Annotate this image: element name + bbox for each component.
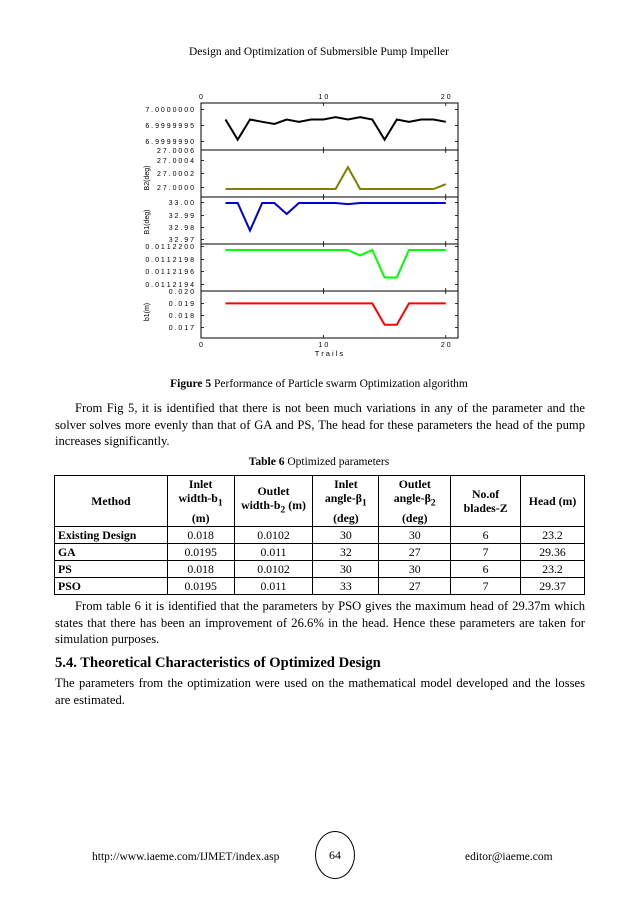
- table-cell: 30: [379, 527, 451, 544]
- y-tick-label: 0 . 0 1 1 2 1 9 6: [145, 269, 194, 276]
- table-cell: 30: [379, 561, 451, 578]
- table-cell: 6: [451, 561, 521, 578]
- table-cell: 7: [451, 578, 521, 595]
- col-method: Method: [55, 476, 168, 527]
- figure-caption: [0, 378, 638, 390]
- table-cell: Existing Design: [55, 527, 168, 544]
- table-caption: [0, 456, 638, 468]
- series-line-panel-3: [226, 203, 446, 231]
- table-cell: 29.36: [521, 544, 585, 561]
- table-row: [55, 578, 585, 595]
- col-inlet-angle: Inlet angle-$\beta_1$ (deg): [313, 476, 379, 527]
- table-cell: 0.0195: [167, 578, 234, 595]
- table-cell: 30: [313, 561, 379, 578]
- y-tick-label: 2 7 . 0 0 0 4: [157, 158, 194, 165]
- table-cell: 23.2: [521, 561, 585, 578]
- series-line-panel-2: [226, 167, 446, 189]
- table-row: [55, 527, 585, 544]
- series-line-panel-5: [226, 303, 446, 324]
- y-tick-label: 6 . 9 9 9 9 9 9 5: [145, 123, 194, 130]
- y-tick-label: 6 . 9 9 9 9 9 9 0: [145, 139, 194, 146]
- y-tick-label: 0 . 0 1 7: [168, 325, 194, 332]
- table-cell: 6: [451, 527, 521, 544]
- col-inlet-width: Inlet width-$b_1$ (m): [167, 476, 234, 527]
- footer-email: editor@iaeme.com: [465, 851, 553, 863]
- series-line-panel-4: [226, 250, 446, 278]
- y-tick-label: 2 7 . 0 0 0 2: [157, 171, 194, 178]
- section-heading: 5.4. Theoretical Characteristics of Optimized Design: [55, 655, 381, 671]
- x-tick-label-top: 1 0: [318, 94, 329, 101]
- table-row: [55, 561, 585, 578]
- table-cell: PS: [55, 561, 168, 578]
- y-tick-label: 2 7 . 0 0 0 6: [157, 148, 194, 155]
- table-cell: PSO: [55, 578, 168, 595]
- table-row: [55, 544, 585, 561]
- col-outlet-angle: Outlet angle-$\beta_2$ (deg): [379, 476, 451, 527]
- col-outlet-width: Outlet width-$b_2$ (m): [234, 476, 313, 527]
- table-cell: 0.0102: [234, 527, 313, 544]
- footer-url: http://www.iaeme.com/IJMET/index.asp: [92, 851, 280, 863]
- y-axis-label: B2(deg): [144, 165, 151, 191]
- y-axis-label: B1(deg): [144, 209, 151, 235]
- page-number: 64: [315, 831, 355, 879]
- table-cell: 0.011: [234, 544, 313, 561]
- y-tick-label: 0 . 0 1 9: [168, 301, 194, 308]
- paragraph-theoretical: The parameters from the optimization were used on the mathematical model developed and the losses are estimated.: [55, 676, 585, 707]
- y-tick-label: 7 . 0 0 0 0 0 0 0: [145, 107, 194, 114]
- y-tick-label: 0 . 0 1 8: [168, 313, 194, 320]
- table-header-row: [55, 476, 585, 527]
- x-tick-label-top: 0: [199, 94, 203, 101]
- y-tick-label: 3 2 . 9 9: [168, 213, 194, 220]
- table-cell: 27: [379, 544, 451, 561]
- table-cell: 0.018: [167, 561, 234, 578]
- x-axis-label: T r a i l s: [314, 349, 344, 358]
- optimized-parameters-table: [54, 475, 585, 595]
- table-cell: 0.0102: [234, 561, 313, 578]
- paragraph-table6: From table 6 it is identified that the parameters by PSO gives the maximum head of 29.37m which states that there has been an improvement of 26.6% in the head. Hence these parameters are taken for simulation purposes.: [55, 599, 585, 647]
- figure-caption-text: Performance of Particle swarm Optimization algorithm: [211, 378, 468, 390]
- y-tick-label: 3 2 . 9 8: [168, 225, 194, 232]
- col-blades: No.of blades-Z: [451, 476, 521, 527]
- table-cell: GA: [55, 544, 168, 561]
- table-cell: 32: [313, 544, 379, 561]
- y-tick-label: 0 . 0 2 0: [168, 289, 194, 296]
- paragraph-fig5: From Fig 5, it is identified that there is not been much variations in any of the parameter and the solver solves more evenly than that of GA and PS, The head for these parameters the head of the pump increases significantly.: [55, 401, 585, 449]
- table-cell: 7: [451, 544, 521, 561]
- x-tick-label-top: 2 0: [440, 94, 451, 101]
- table-label: Table 6: [248, 456, 285, 468]
- figure-label: Figure 5: [170, 378, 212, 390]
- y-axis-label: b1(m): [144, 302, 151, 322]
- table-cell: 29.37: [521, 578, 585, 595]
- table-cell: 23.2: [521, 527, 585, 544]
- table-cell: 27: [379, 578, 451, 595]
- y-tick-label: 0 . 0 1 1 2 2 0 0: [145, 244, 194, 251]
- y-tick-label: 3 2 . 9 7: [168, 237, 194, 244]
- series-line-panel-1: [226, 117, 446, 140]
- table-cell: 0.011: [234, 578, 313, 595]
- x-tick-label: 2 0: [440, 342, 451, 349]
- y-tick-label: 3 3 . 0 0: [168, 200, 194, 207]
- table-cell: 0.0195: [167, 544, 234, 561]
- table-caption-text: Optimized parameters: [284, 456, 390, 468]
- running-header: Design and Optimization of Submersible Pump Impeller: [189, 46, 449, 58]
- table-cell: 33: [313, 578, 379, 595]
- table-cell: 0.018: [167, 527, 234, 544]
- y-tick-label: 0 . 0 1 1 2 1 9 4: [145, 282, 194, 289]
- x-tick-label: 0: [199, 342, 203, 349]
- table-cell: 30: [313, 527, 379, 544]
- col-head: Head (m): [521, 476, 585, 527]
- pso-performance-figure: [0, 0, 638, 370]
- x-tick-label: 1 0: [318, 342, 329, 349]
- y-tick-label: 0 . 0 1 1 2 1 9 8: [145, 257, 194, 264]
- y-tick-label: 2 7 . 0 0 0 0: [157, 185, 194, 192]
